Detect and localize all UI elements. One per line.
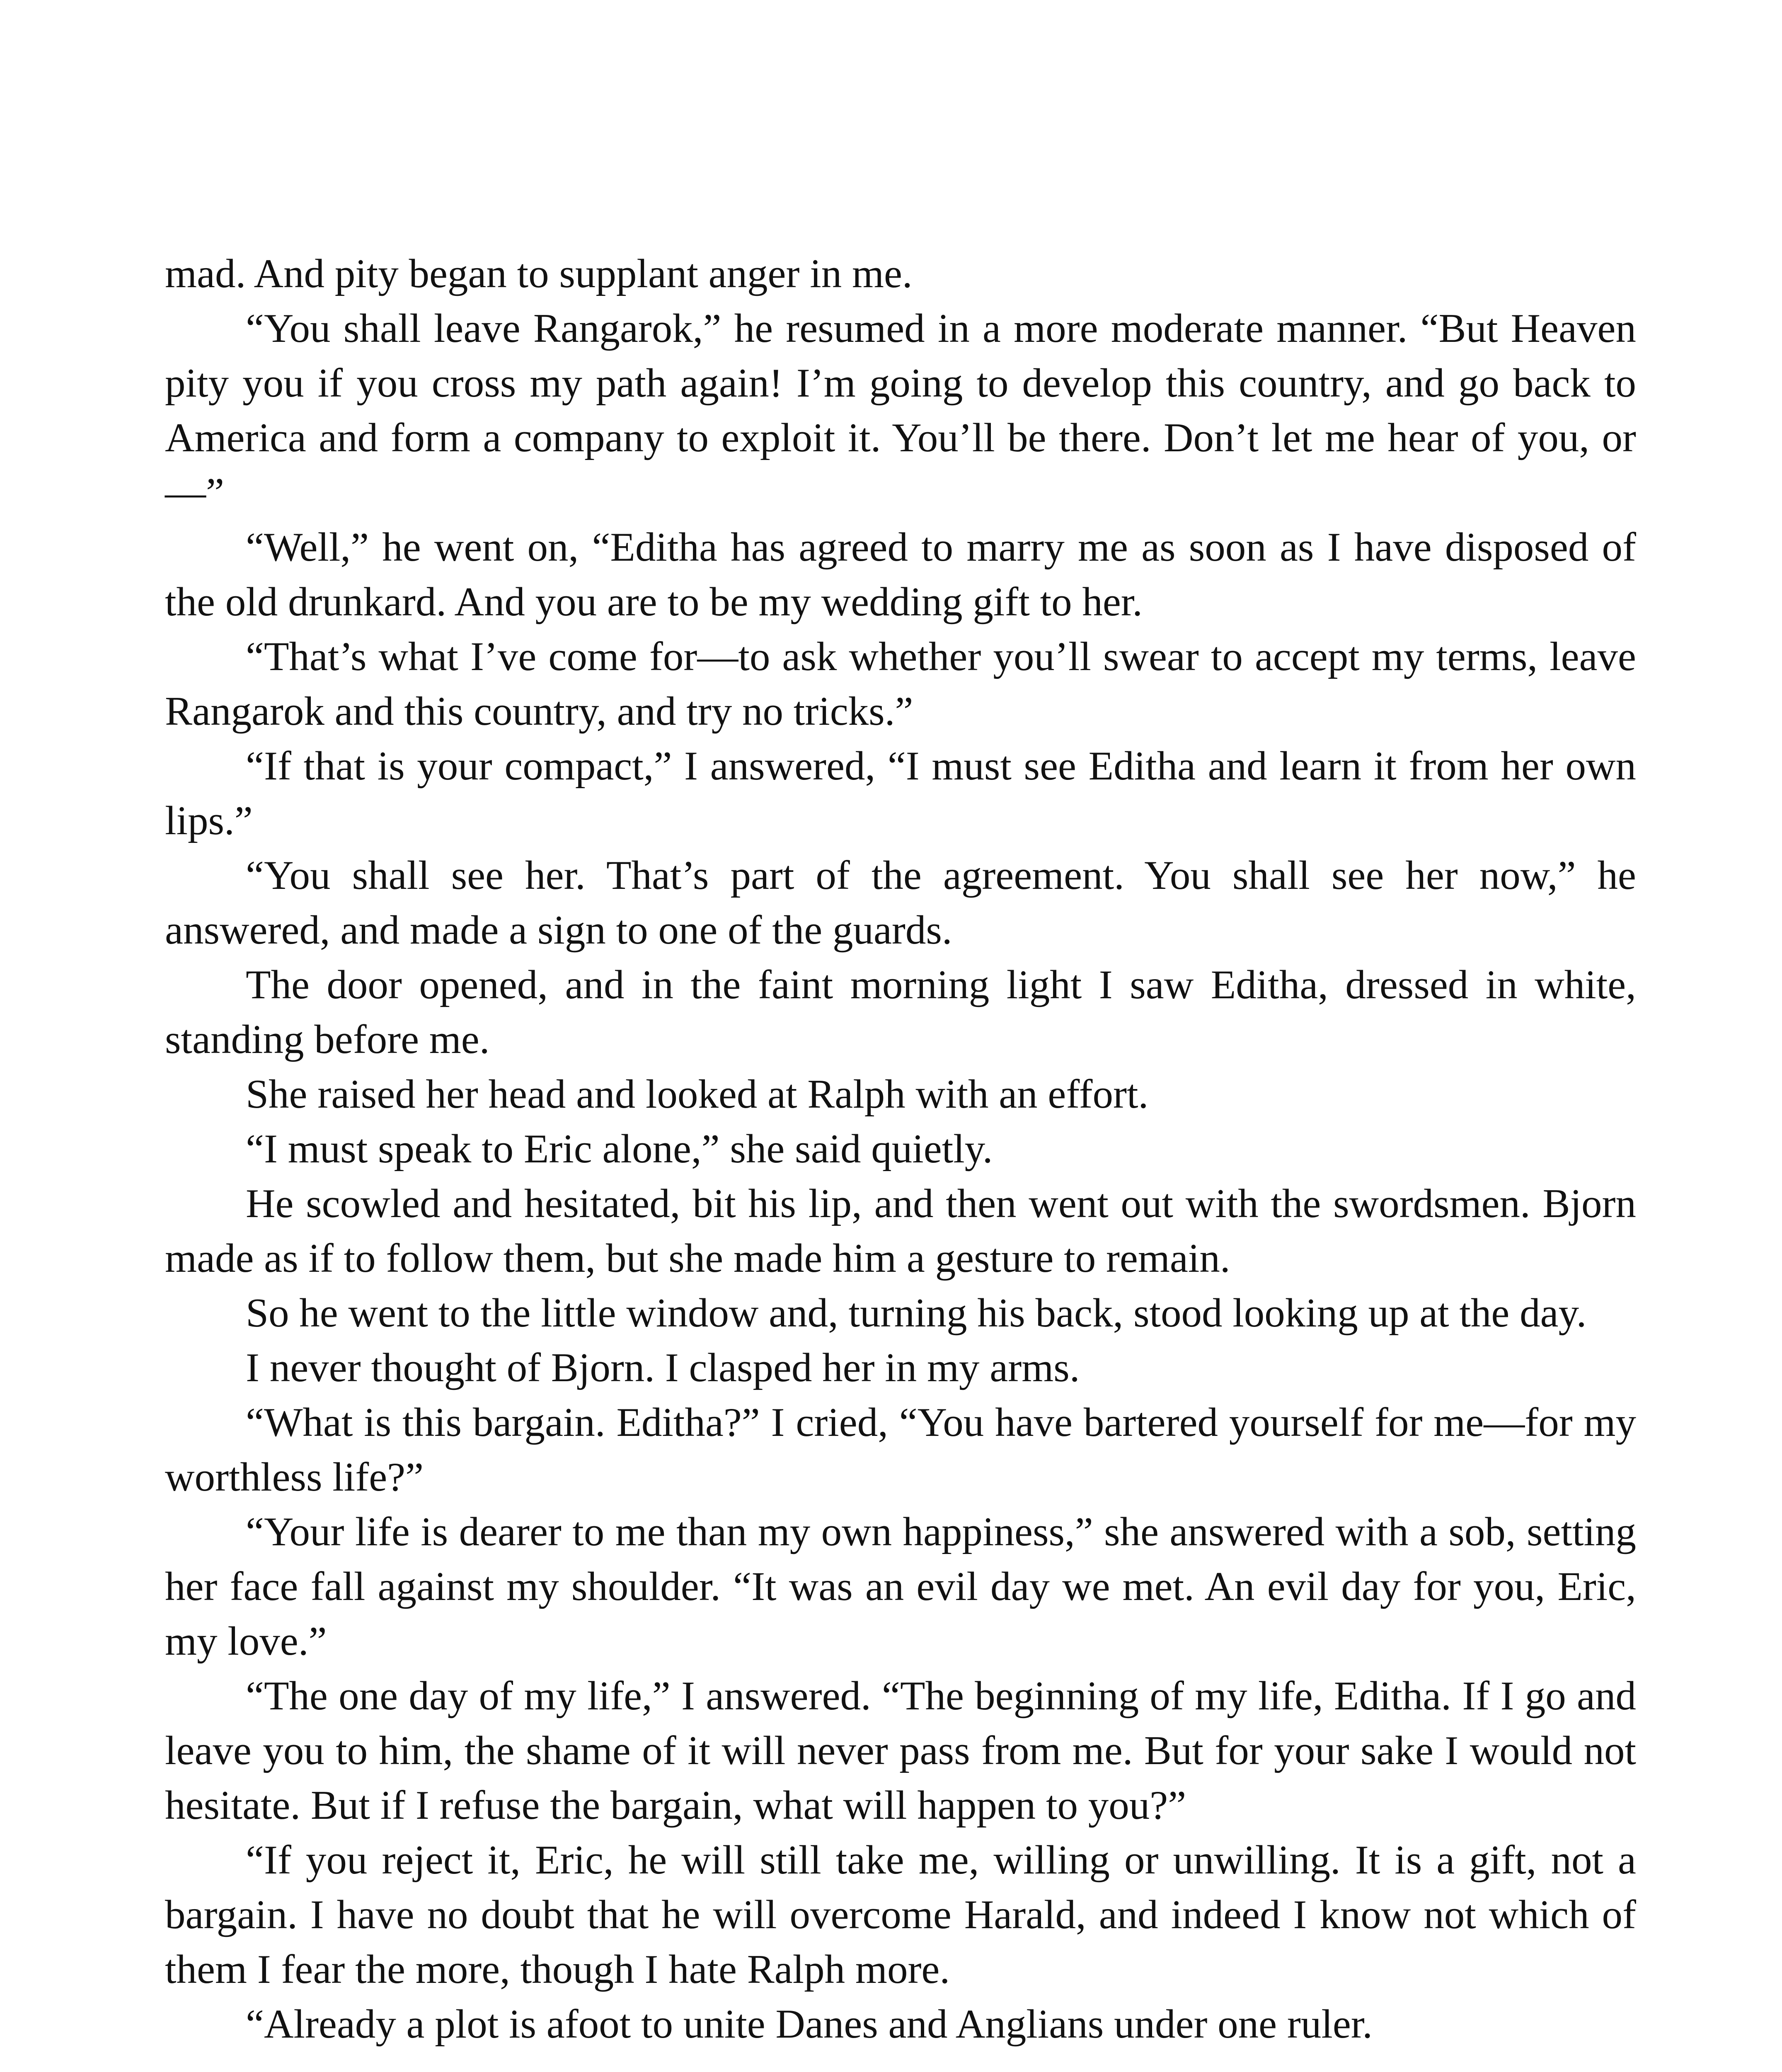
paragraph-9: “I must speak to Eric alone,” she said quietly. [246,1126,993,1172]
paragraph-13: “What is this bargain. Editha?” I cried, “You have bartered yourself for me—for my worthless life?” [165,1400,1636,1500]
paragraph-11: So he went to the little window and, turning his back, stood looking up at the day. [246,1290,1587,1336]
paragraph-12: I never thought of Bjorn. I clasped her in my arms. [246,1345,1080,1390]
paragraph-4: “That’s what I’ve come for—to ask whether you’ll swear to accept my terms, leave Rangarok and this country, and try no tricks.” [165,634,1636,734]
paragraph-7: The door opened, and in the faint morning light I saw Editha, dressed in white, standing before me. [165,962,1636,1062]
paragraph-16: “If you reject it, Eric, he will still take me, willing or unwilling. It is a gift, not a bargain. I have no doubt that he will overcome Harald, and indeed I know not which of them I fear the more, though I hate Ralph more. [165,1837,1636,1992]
paragraph-14: “Your life is dearer to me than my own happiness,” she answered with a sob, setting her face fall against my shoulder. “It was an evil day we met. An evil day for you, Eric, my love.” [165,1509,1636,1664]
paragraph-3: “Well,” he went on, “Editha has agreed to marry me as soon as I have disposed of the old drunkard. And you are to be my wedding gift to her. [165,525,1636,625]
paragraph-10: He scowled and hesitated, bit his lip, and then went out with the swordsmen. Bjorn made as if to follow them, but she made him a gesture to remain. [165,1181,1636,1281]
paragraph-6: “You shall see her. That’s part of the agreement. You shall see her now,” he answered, and made a sign to one of the guards. [165,853,1636,953]
paragraph-5: “If that is your compact,” I answered, “I must see Editha and learn it from her own lips.” [165,743,1636,843]
body-text [165,247,1636,2052]
paragraph-2: “You shall leave Rangarok,” he resumed in a more moderate manner. “But Heaven pity you if you cross my path again! I’m going to develop this country, and go back to America and form a company to exploit it. You’ll be there. Don’t let me hear of you, or—” [165,306,1636,515]
paragraph-15: “The one day of my life,” I answered. “The beginning of my life, Editha. If I go and leave you to him, the shame of it will never pass from me. But for your sake I would not hesitate. But if I refuse the bargain, what will happen to you?” [165,1673,1636,1828]
paragraph-8: She raised her head and looked at Ralph with an effort. [246,1072,1149,1117]
paragraph-1: mad. And pity began to supplant anger in me. [165,251,913,296]
paragraph-17: “Already a plot is afoot to unite Danes and Anglians under one ruler. [246,2002,1373,2047]
